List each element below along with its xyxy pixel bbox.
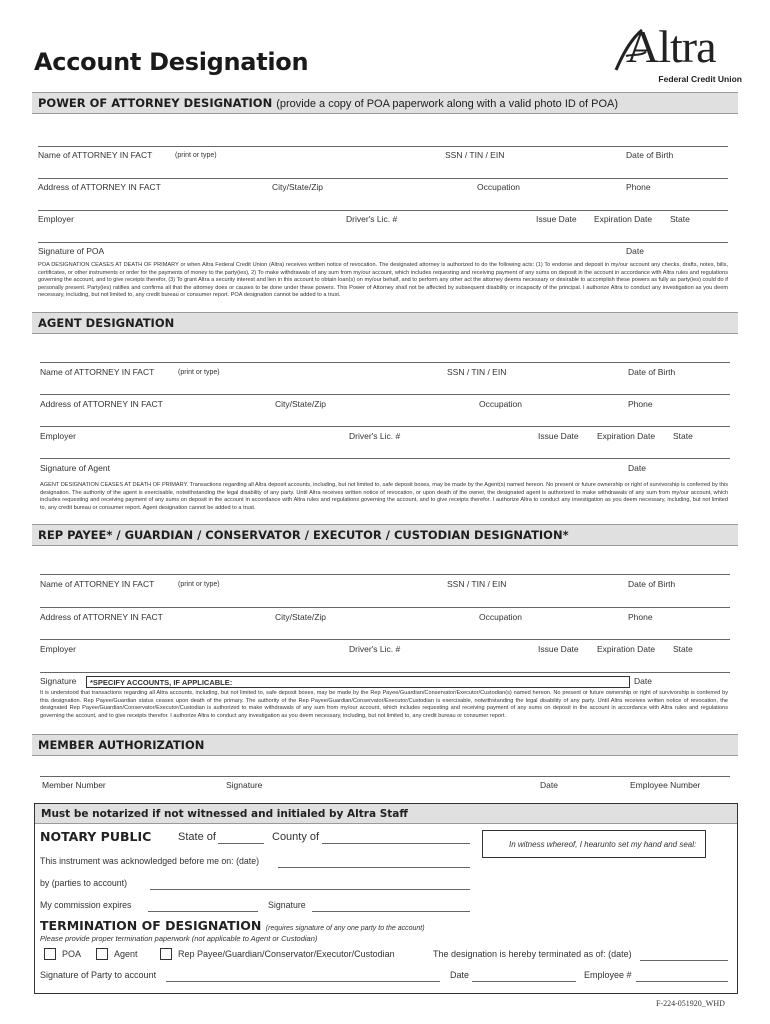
agent-occupation-label: Occupation bbox=[479, 399, 522, 409]
rep-fine-print: It is understood that transactions regarding all Altra accounts, including, but not limited to, safe deposit boxes, may be made by the Rep Payee/Guardian/Conservator/Executor/Custodian(s) named hereon. No present or future ownership or right of survivorship is conferred by this designation. Rep Payee/Guardian status ceases upon death of the primary. The authority of the Rep Payee/Guardian/Conservator/Executor/Custodian is exercisable, notwithstanding the legal disability of any party. Until Altra receives written notice of revocation, the designated Rep Payee/Guardian/Conservator/Executor/Custodian is authorized to make withdrawals of any sum from my/our account, which includes requesting and receiving payment of any sums on deposit in the account in accordance with Altra rules and regulations governing the account, and to give receipts therefor. I authorize Altra to conduct any investigation as you deem necessary, including, but not limited to, any credit bureau or consumer report. bbox=[40, 690, 728, 719]
poa-phone-label: Phone bbox=[626, 182, 651, 192]
agent-date-label: Date bbox=[628, 463, 646, 473]
logo-wordmark: Altra bbox=[626, 21, 716, 72]
poa-employer-label: Employer bbox=[38, 214, 74, 224]
agent-section-header bbox=[32, 312, 738, 334]
poa-fine-print: POA DESIGNATION CEASES AT DEATH OF PRIMARY or when Altra Federal Credit Union (Altra) receives written notice of revocation. The designated attorney is authorized to do the following acts: (1) To endorse and deposit in my/our account any checks, drafts, notes, bills, certificates, or other instruments or order for the payments of money to the party(ies), 2) To make withdrawals of any sum from my/our account, which includes requesting and receiving payment of any sums on deposit in the account in accordance with Altra rules and regulations governing the account, and to give receipts therefor, (3) To grant Altra a security interest and lien in this account to obtain loan(s) on my/our behalf, and to perform any other act the attorney deems necessary or desirable to accomplish these powers as fully as party(ies) could do if personally present. Party(ies) ratifies and confirms all that the attorney does or causes to be done under these powers. This Power of Attorney shall not be affected by subsequent disability or incapacity of the principal. I authorize Altra to conduct any investigation as you deem necessary, including, but not limited to, any credit bureau or consumer report. POA designation cannot be added to a trust. bbox=[38, 262, 728, 299]
agent-heading: AGENT DESIGNATION bbox=[38, 316, 175, 330]
rep-print-label: (print or type) bbox=[178, 581, 220, 588]
rep-issue-label: Issue Date bbox=[538, 644, 579, 654]
notary-signature-label: Signature bbox=[268, 900, 306, 910]
agent-name-line[interactable] bbox=[40, 362, 730, 363]
notary-county-label: County of bbox=[272, 831, 320, 843]
notary-parties-line[interactable] bbox=[150, 889, 470, 890]
notary-state-line[interactable] bbox=[218, 843, 264, 844]
poa-section-header bbox=[32, 92, 738, 114]
poa-date-label: Date bbox=[626, 246, 644, 256]
agent-ssn-label: SSN / TIN / EIN bbox=[447, 367, 507, 377]
poa-ssn-label: SSN / TIN / EIN bbox=[445, 150, 505, 160]
agent-name-label: Name of ATTORNEY IN FACT bbox=[40, 367, 155, 377]
altra-logo bbox=[612, 22, 742, 86]
notary-acknowledged-line[interactable] bbox=[278, 867, 470, 868]
notary-banner: Must be notarized if not witnessed and initialed by Altra Staff bbox=[35, 804, 737, 824]
member-line[interactable] bbox=[40, 776, 730, 777]
rep-address-line[interactable] bbox=[40, 607, 730, 608]
termination-employee-line[interactable] bbox=[636, 981, 728, 982]
agent-state-label: State bbox=[673, 431, 693, 441]
termination-heading-row bbox=[40, 917, 425, 935]
agent-address-label: Address of ATTORNEY IN FACT bbox=[40, 399, 163, 409]
agent-issue-label: Issue Date bbox=[538, 431, 579, 441]
rep-exp-label: Expiration Date bbox=[597, 644, 656, 654]
notary-seal-box[interactable] bbox=[482, 830, 706, 858]
agent-address-line[interactable] bbox=[40, 394, 730, 395]
rep-state-label: State bbox=[673, 644, 693, 654]
termination-sig-date-line[interactable] bbox=[472, 981, 576, 982]
rep-address-label: Address of ATTORNEY IN FACT bbox=[40, 612, 163, 622]
rep-heading: REP PAYEE* / GUARDIAN / CONSERVATOR / EXECUTOR / CUSTODIAN DESIGNATION* bbox=[38, 528, 569, 542]
rep-signature-line[interactable] bbox=[40, 672, 730, 673]
poa-city-label: City/State/Zip bbox=[272, 182, 324, 192]
rep-employer-label: Employer bbox=[40, 644, 76, 654]
form-code: F-224-051920_WHD bbox=[656, 999, 725, 1008]
rep-signature-label: Signature bbox=[40, 676, 77, 686]
member-employee-label: Employee Number bbox=[630, 780, 701, 790]
agent-employer-label: Employer bbox=[40, 431, 76, 441]
rep-employer-line[interactable] bbox=[40, 639, 730, 640]
notary-witness-text: In witness whereof, I hearunto set my hand and seal: bbox=[509, 840, 697, 849]
poa-name-label: Name of ATTORNEY IN FACT bbox=[38, 150, 153, 160]
termination-heading: TERMINATION OF DESIGNATION bbox=[40, 918, 262, 933]
agent-employer-line[interactable] bbox=[40, 426, 730, 427]
termination-date-line[interactable] bbox=[640, 960, 728, 961]
termination-heading-sub: (requires signature of any one party to the account) bbox=[265, 925, 425, 932]
poa-address-line[interactable] bbox=[38, 178, 728, 179]
rep-dob-label: Date of Birth bbox=[628, 579, 676, 589]
poa-heading: POWER OF ATTORNEY DESIGNATION bbox=[38, 96, 273, 110]
poa-issue-label: Issue Date bbox=[536, 214, 577, 224]
poa-print-label: (print or type) bbox=[175, 152, 217, 159]
termination-poa-label: POA bbox=[62, 949, 82, 959]
rep-date-label: Date bbox=[634, 676, 652, 686]
member-number-label: Member Number bbox=[42, 780, 106, 790]
member-signature-label: Signature bbox=[226, 780, 263, 790]
termination-agent-checkbox[interactable] bbox=[96, 948, 108, 960]
notary-heading: NOTARY PUBLIC bbox=[40, 829, 152, 844]
agent-signature-line[interactable] bbox=[40, 458, 730, 459]
notary-commission-line[interactable] bbox=[148, 911, 258, 912]
agent-lic-label: Driver's Lic. # bbox=[349, 431, 401, 441]
poa-state-label: State bbox=[670, 214, 690, 224]
member-heading: MEMBER AUTHORIZATION bbox=[38, 738, 205, 752]
poa-employer-line[interactable] bbox=[38, 210, 728, 211]
termination-agent-label: Agent bbox=[114, 949, 138, 959]
termination-sig-line[interactable] bbox=[166, 981, 440, 982]
termination-sig-date-label: Date bbox=[450, 970, 470, 980]
termination-rep-checkbox[interactable] bbox=[160, 948, 172, 960]
agent-phone-label: Phone bbox=[628, 399, 653, 409]
rep-specify-label: *SPECIFY ACCOUNTS, IF APPLICABLE: bbox=[90, 678, 233, 687]
rep-section-header bbox=[32, 524, 738, 546]
termination-note: Please provide proper termination paperwork (not applicable to Agent or Custodian) bbox=[40, 934, 318, 943]
poa-lic-label: Driver's Lic. # bbox=[346, 214, 398, 224]
rep-specify-accounts-field[interactable] bbox=[86, 676, 630, 688]
rep-name-label: Name of ATTORNEY IN FACT bbox=[40, 579, 155, 589]
termination-date-label: The designation is hereby terminated as of: (date) bbox=[433, 949, 632, 959]
agent-print-label: (print or type) bbox=[178, 369, 220, 376]
agent-city-label: City/State/Zip bbox=[275, 399, 327, 409]
poa-signature-label: Signature of POA bbox=[38, 246, 105, 256]
rep-lic-label: Driver's Lic. # bbox=[349, 644, 401, 654]
member-date-label: Date bbox=[540, 780, 558, 790]
rep-occupation-label: Occupation bbox=[479, 612, 522, 622]
poa-occupation-label: Occupation bbox=[477, 182, 520, 192]
rep-city-label: City/State/Zip bbox=[275, 612, 327, 622]
poa-address-label: Address of ATTORNEY IN FACT bbox=[38, 182, 161, 192]
page-title: Account Designation bbox=[34, 48, 309, 76]
rep-ssn-label: SSN / TIN / EIN bbox=[447, 579, 507, 589]
termination-sig-label: Signature of Party to account bbox=[40, 970, 157, 980]
notary-county-line[interactable] bbox=[322, 843, 470, 844]
agent-fine-print: AGENT DESIGNATION CEASES AT DEATH OF PRIMARY. Transactions regarding all Altra deposit accounts, including, but not limited to, safe deposit boxes, may be made by the Agent(s) named hereon. No present or future ownership or right of survivorship is conferred by this designation. The authority of the agent is exercisable, notwithstanding the legal disability of any party. Until Altra receives written notice of revocation, or upon death of the owner, the designated agent is authorized to make withdrawals of any sum from my/our account, which includes requesting and receiving payment of any sums on deposit in the account in accordance with Altra rules and regulations governing the account, and to give receipts therefor. I authorize Altra to conduct any investigation as you deem necessary, including, but not limited to, any credit bureau or consumer report. Agent designation cannot be added to a trust. bbox=[40, 482, 728, 511]
logo-subtitle: Federal Credit Union bbox=[658, 74, 742, 84]
agent-signature-label: Signature of Agent bbox=[40, 463, 110, 473]
rep-phone-label: Phone bbox=[628, 612, 653, 622]
agent-dob-label: Date of Birth bbox=[628, 367, 676, 377]
agent-exp-label: Expiration Date bbox=[597, 431, 656, 441]
poa-exp-label: Expiration Date bbox=[594, 214, 653, 224]
termination-employee-label: Employee # bbox=[584, 970, 632, 980]
termination-poa-checkbox[interactable] bbox=[44, 948, 56, 960]
poa-heading-sub: (provide a copy of POA paperwork along with a valid photo ID of POA) bbox=[276, 98, 619, 110]
notary-acknowledged-label: This instrument was acknowledged before me on: (date) bbox=[40, 856, 260, 866]
notary-commission-label: My commission expires bbox=[40, 900, 132, 910]
termination-rep-label: Rep Payee/Guardian/Conservator/Executor/Custodian bbox=[178, 949, 395, 959]
member-section-header bbox=[32, 734, 738, 756]
poa-dob-label: Date of Birth bbox=[626, 150, 674, 160]
notary-state-label: State of bbox=[178, 831, 216, 843]
poa-name-line[interactable] bbox=[38, 146, 728, 147]
poa-signature-line[interactable] bbox=[38, 242, 728, 243]
rep-name-line[interactable] bbox=[40, 574, 730, 575]
notary-parties-label: by (parties to account) bbox=[40, 878, 128, 888]
notary-signature-line[interactable] bbox=[312, 911, 470, 912]
